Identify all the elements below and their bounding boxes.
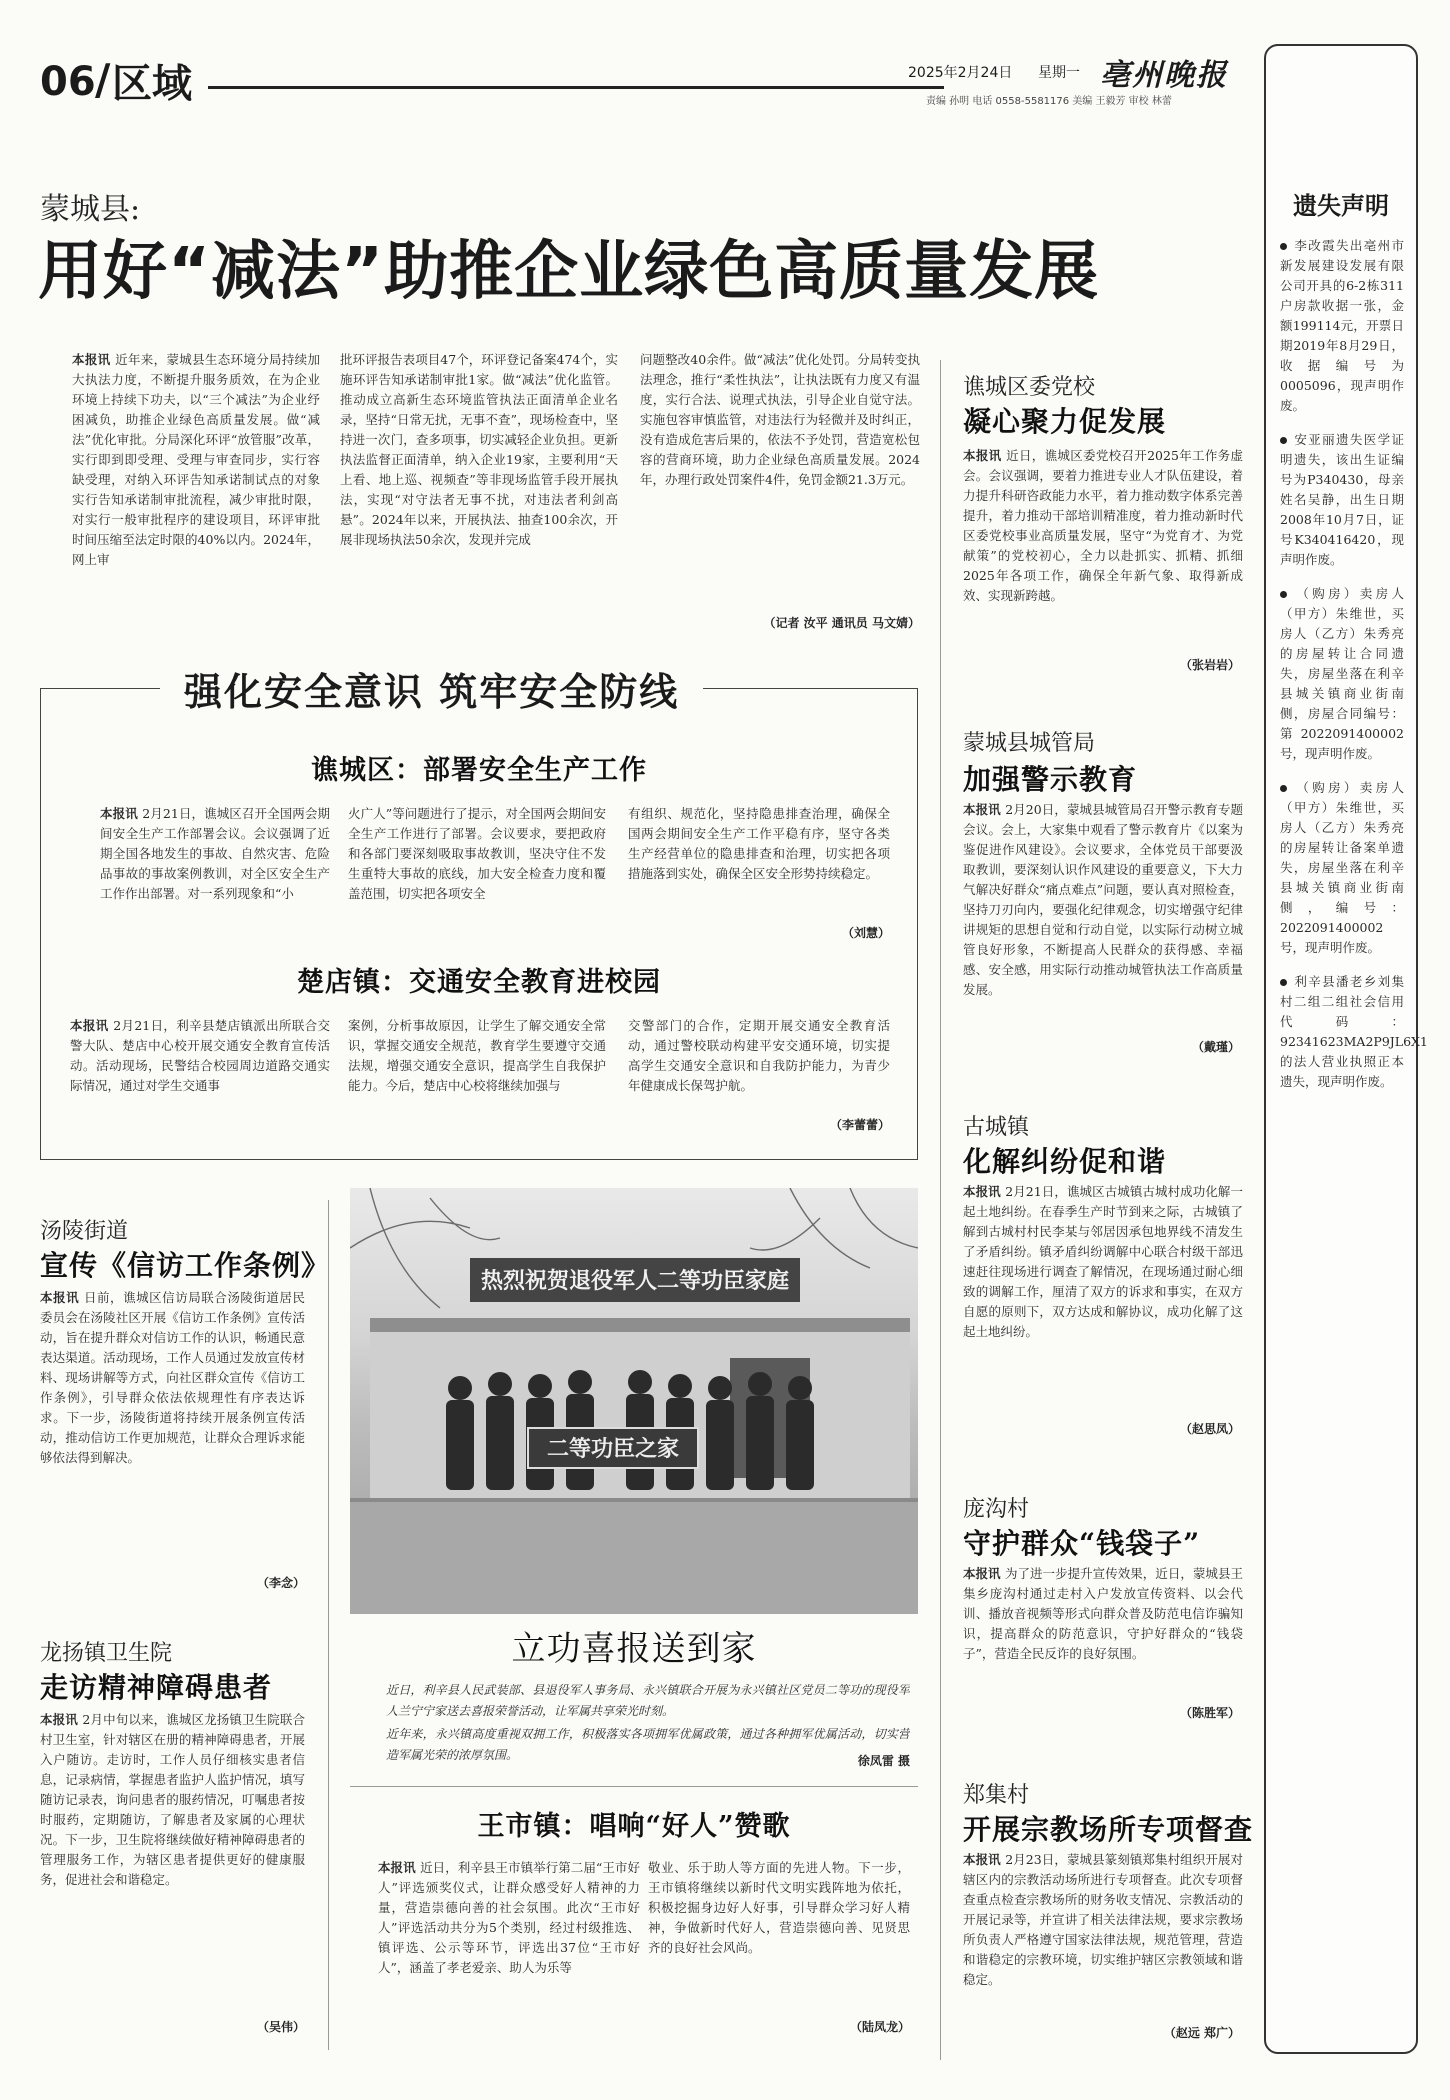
section-name: 区域 bbox=[112, 61, 192, 107]
a4-kicker: 庞沟村 bbox=[963, 1497, 1030, 1522]
page-header bbox=[38, 56, 1238, 112]
photo-credit: 徐凤雷 摄 bbox=[857, 1754, 910, 1768]
lead-col-3: 问题整改40余件。做“减法”优化处罚。分局转变执法理念，推行“柔性执法”，让执法既有力度又有温度，实行合法、说理式执法，引导企业自觉守法。实施包容审慎监管，对违法行为轻微并及时纠正，没有造成危害后果的，依法不予处罚，营造宽松包容的营商环境，助力企业绿色高质量发展。2024年，办理行政处罚案件4件，免罚金额21.3万元。 bbox=[640, 352, 920, 487]
a5-text: 本报讯 2月23日，蒙城县篆刻镇郑集村组织开展对辖区内的宗教活动场所进行专项督查。此次专项督查重点检查宗教场所的财务收支情况、宗教活动的开展记录等，并宣讲了相关法律法规，要求宗教场所负责人严格遵守国家法律法规，规范管理，营造和谐稳定的宗教环境，切实维护辖区宗教领域和谐稳定。 bbox=[963, 1852, 1243, 1987]
b1-kicker: 汤陵街道 bbox=[40, 1219, 129, 1244]
a4-text: 本报讯 为了进一步提升宣传效果，近日，蒙城县王集乡庞沟村通过走村入户发放宣传资料、以会代训、播放音视频等形式向群众普及防范电信诈骗知识，提高群众的防范意识，守护好群众的“钱袋子”，营造全民反诈的良好氛围。 bbox=[963, 1566, 1243, 1661]
a3-kicker: 古城镇 bbox=[963, 1115, 1030, 1140]
a3-headline: 化解纠纷促和谐 bbox=[963, 1145, 1167, 1178]
b2-kicker: 龙扬镇卫生院 bbox=[40, 1641, 173, 1666]
b2-headline: 走访精神障碍患者 bbox=[40, 1671, 273, 1704]
paper-name: 亳州晚报 bbox=[1100, 58, 1228, 93]
left-column-divider bbox=[328, 1200, 329, 2050]
notice-item: （购房）卖房人（甲方）朱维世，买房人（乙方）朱秀亮的房屋转让合同遗失，房屋坐落在利辛县城关镇商业街南侧，房屋合同编号：第2022091400002号，现声明作废。 bbox=[1280, 586, 1404, 761]
header-slash: / bbox=[95, 55, 111, 104]
lead-byline: （记者 汝平 通讯员 马文婧） bbox=[763, 616, 920, 630]
safety-sub1-col1: 本报讯 2月21日，谯城区召开全国两会期间安全生产工作部署会议。会议强调了近期全国各地发生的事故、自然灾害、危险品事故的事故案例教训，对全区安全生产工作作出部署。对一系列现象和“小 bbox=[100, 806, 330, 901]
notice-item: 安亚丽遗失医学证明遗失，该出生证编号为P340430，母亲姓名吴静，出生日期2008年10月7日，证号K340416420，现声明作废。 bbox=[1280, 432, 1404, 567]
a2-headline: 加强警示教育 bbox=[963, 763, 1138, 796]
lead-col-2: 批环评报告表项目47个，环评登记备案474个，实施环评告知承诺制审批1家。做“减法”优化监管。推动成立高新生态环境监管执法正面清单企业名录，坚持“日常无扰，无事不查”，现场检查中，坚持进一次门，查多项事，切实减轻企业负担。更新执法监督正面清单，纳入企业19家，主要利用“天上看、地上巡、视频查”等非现场监管手段开展执法，实现“对守法者无事不扰，对违法者利剑高悬”。2024年以来，开展执法、抽查100余次，开展非现场执法50余次，发现并完成 bbox=[340, 352, 618, 547]
safety-box-title: 强化安全意识 筑牢安全防线 bbox=[160, 668, 703, 716]
a1-text: 本报讯 近日，谯城区委党校召开2025年工作务虚会。会议强调，要着力推进专业人才队伍建设，着力提升科研咨政能力水平，着力推动数字体系完善提升，着力推动干部培训精准度，着力推动新时代区委党校事业高质量发展，坚守“为党育才、为党献策”的党校初心，全力以赴抓实、抓精、抓细2025年各项工作，确保全年新气象、取得新成效、实现新跨越。 bbox=[963, 448, 1243, 603]
a5-byline: （赵远 郑广） bbox=[1163, 2026, 1240, 2040]
a3-text: 本报讯 2月21日，谯城区古城镇古城村成功化解一起土地纠纷。在春季生产时节到来之际，古城镇了解到古城村村民李某与邻居因承包地界线不清发生了矛盾纠纷。镇矛盾纠纷调解中心联合村级干部迅速赶往现场进行调查了解情况，在现场通过耐心细致的调解工作，厘清了双方的诉求和事实，在双方自愿的原则下，双方达成和解协议，成功化解了这起土地纠纷。 bbox=[963, 1184, 1243, 1339]
b1-text: 本报讯 日前，谯城区信访局联合汤陵街道居民委员会在汤陵社区开展《信访工作条例》宣传活动，旨在提升群众对信访工作的认识，畅通民意表达渠道。活动现场，工作人员通过发放宣传材料、现场讲解等方式，向社区群众宣传《信访工作条例》，引导群众依法依规理性有序表达诉求。下一步，汤陵街道将持续开展条例宣传活动，推动信访工作更加规范，让群众合理诉求能够依法得到解决。 bbox=[40, 1290, 305, 1465]
safety-sub2-col2: 案例，分析事故原因，让学生了解交通安全常识，掌握交通安全规范，教育学生要遵守交通法规，增强交通安全意识，提高学生自我保护能力。今后，楚店中心校将继续加强与 bbox=[348, 1018, 606, 1093]
safety-sub2-col1: 本报讯 2月21日，利辛县楚店镇派出所联合交警大队、楚店中心校开展交通安全教育宣传活动。活动现场，民警结合校园周边道路交通实际情况，通过对学生交通事 bbox=[70, 1018, 330, 1093]
safety-sub2-headline: 楚店镇：交通安全教育进校园 bbox=[297, 967, 661, 998]
safety-sub2-byline: （李蕾蕾） bbox=[829, 1118, 890, 1132]
a1-kicker: 谯城区委党校 bbox=[963, 375, 1096, 400]
b1-byline: （李念） bbox=[256, 1576, 305, 1590]
notice-list bbox=[1280, 236, 1428, 1106]
bullet-icon bbox=[1280, 591, 1287, 598]
wangshi-col2: 敬业、乐于助人等方面的先进人物。下一步，王市镇将继续以新时代文明实践阵地为依托，积极挖掘身边好人好事，引导群众学习好人精神，争做新时代好人，营造崇德向善、见贤思齐的良好社会风尚。 bbox=[648, 1860, 910, 1955]
a4-headline: 守护群众“钱袋子” bbox=[963, 1527, 1201, 1560]
safety-sub1-col3: 有组织、规范化，坚持隐患排查治理，确保全国两会期间安全生产工作平稳有序，坚守各类生产经营单位的隐患排查和治理，切实把各项措施落到实处，确保全区安全形势持续稳定。 bbox=[628, 806, 890, 881]
wangshi-top-rule bbox=[350, 1786, 918, 1787]
a5-headline: 开展宗教场所专项督查 bbox=[963, 1813, 1254, 1846]
b2-text: 本报讯 2月中旬以来，谯城区龙扬镇卫生院联合村卫生室，针对辖区在册的精神障碍患者，开展入户随访。走访时，工作人员仔细核实患者信息，记录病情，掌握患者监护人监护情况，填写随访记录表，询问患者的服药情况，叮嘱患者按时服药，定期随访，了解患者及家属的心理状况。下一步，卫生院将继续做好精神障碍患者的管理服务工作，为辖区患者提供更好的健康服务，促进社会和谐稳定。 bbox=[40, 1712, 305, 1887]
bullet-icon bbox=[1280, 979, 1287, 986]
column-divider bbox=[940, 360, 941, 2060]
safety-sub2-col3: 交警部门的合作，定期开展交通安全教育活动，通过警校联动构建平安交通环境，切实提高学生交通安全意识和自我防护能力，为青少年健康成长保驾护航。 bbox=[628, 1018, 890, 1093]
photo-caption-1: 近日，利辛县人民武装部、县退役军人事务局、永兴镇联合开展为永兴镇社区党员二等功的现役军人兰宁宁家送去喜报荣誉活动，让军属共享荣光时刻。 bbox=[386, 1683, 910, 1718]
notice-item: （购房）卖房人（甲方）朱维世，买房人（乙方）朱秀亮的房屋转让备案单遗失，房屋坐落在利辛县城关镇商业街南侧，编号：2022091400002号，现声明作废。 bbox=[1280, 780, 1404, 955]
a5-kicker: 郑集村 bbox=[963, 1783, 1030, 1808]
notice-panel bbox=[1264, 44, 1428, 2054]
bullet-icon bbox=[1280, 243, 1287, 250]
a2-byline: （戴瑾） bbox=[1191, 1040, 1240, 1054]
header-credits: 责编 孙明 电话 0558-5581176 美编 王毅芳 审校 林蕾 bbox=[926, 96, 1172, 107]
wangshi-col1: 本报讯 近日，利辛县王市镇举行第二届“王市好人”评选颁奖仪式，让群众感受好人精神的力量，营造崇德向善的社会氛围。此次“王市好人”评选活动共分为5个类别，经过村级推选、镇评选、公示等环节，评选出37位“王市好人”，涵盖了孝老爱亲、助人为乐等 bbox=[378, 1860, 640, 1975]
photo-caption-2: 近年来，永兴镇高度重视双拥工作，积极落实各项拥军优属政策，通过各种拥军优属活动，切实营造军属光荣的浓厚氛围。 bbox=[386, 1727, 910, 1762]
notice-title: 遗失声明 bbox=[1293, 191, 1389, 220]
photo-title: 立功喜报送到家 bbox=[511, 1629, 757, 1669]
a2-text: 本报讯 2月20日，蒙城县城管局召开警示教育专题会议。会上，大家集中观看了警示教育片《以案为鉴促进作风建设》。会议要求，全体党员干部要汲取教训，要深刻认识作风建设的重要意义，下大力气解决好群众“痛点难点”问题，要认真对照检查，坚持刀刃向内，要强化纪律观念，切实增强守纪律讲规矩的思想自觉和行动自觉，以实际行动树立城管良好形象，不断提高人民群众的获得感、幸福感、安全感，用实际行动推动城管执法工作高质量发展。 bbox=[963, 802, 1243, 997]
photo-scene bbox=[350, 1188, 918, 1614]
b1-headline: 宣传《信访工作条例》 bbox=[40, 1249, 331, 1282]
banner-text: 热烈祝贺退役军人二等功臣家庭 bbox=[480, 1269, 790, 1294]
b2-byline: （吴伟） bbox=[256, 2020, 305, 2034]
issue-weekday: 星期一 bbox=[1038, 65, 1080, 81]
wangshi-byline: （陆凤龙） bbox=[849, 2020, 910, 2034]
a1-byline: （张岩岩） bbox=[1179, 658, 1240, 672]
bullet-icon bbox=[1280, 437, 1287, 444]
a1-headline: 凝心聚力促发展 bbox=[963, 405, 1167, 438]
notice-item: 利辛县潘老乡刘集村二组二组社会信用代码：92341623MA2P9JL6X1的法人营业执照正本遗失，现声明作废。 bbox=[1280, 974, 1428, 1089]
ground-icon bbox=[350, 1498, 918, 1614]
safety-sub1-headline: 谯城区：部署安全生产工作 bbox=[311, 755, 647, 786]
a2-kicker: 蒙城县城管局 bbox=[963, 731, 1096, 756]
lead-kicker: 蒙城县: bbox=[40, 192, 141, 227]
lead-col-1: 本报讯 近年来，蒙城县生态环境分局持续加大执法力度，不断提升服务质效，在为企业环境上持续下功夫，以“三个减法”为企业纾困减负，助推企业绿色高质量发展。做“减法”优化审批。分局深化环评“放管服”改革，实行即到即受理、受理与审查同步，实行容缺受理，对纳入环评告知承诺制试点的对象实行告知承诺制审批流程，减少审批时限，对实行一般审批程序的建设项目，环评审批时间压缩至法定时限的40%以内。2024年，网上审 bbox=[72, 352, 320, 567]
a3-byline: （赵思凤） bbox=[1179, 1422, 1240, 1436]
lead-headline: 用好“减法”助推企业绿色高质量发展 bbox=[38, 235, 1100, 309]
page-number: 06 bbox=[40, 59, 96, 105]
notice-item: 李改霞失出亳州市新发展建设发展有限公司开具的6-2栋311户房款收据一张，金额199114元，开票日期2019年8月29日，收据编号为0005096，现声明作废。 bbox=[1280, 238, 1404, 413]
a4-byline: （陈胜军） bbox=[1179, 1706, 1240, 1720]
news-photo bbox=[350, 1188, 918, 1614]
issue-date: 2025年2月24日 bbox=[908, 65, 1013, 81]
wangshi-headline: 王市镇：唱响“好人”赞歌 bbox=[477, 1811, 791, 1842]
header-rule bbox=[208, 86, 944, 89]
safety-sub1-col2: 火广人”等问题进行了提示，对全国两会期间安全生产工作进行了部署。会议要求，要把政府和各部门要深刻吸取事故教训，坚决守住不发生重特大事故的底线，加大安全检查力度和覆盖范围，切实把各项安全 bbox=[348, 806, 606, 901]
bullet-icon bbox=[1280, 785, 1287, 792]
safety-sub1-byline: （刘慧） bbox=[841, 926, 890, 940]
plaque-text: 二等功臣之家 bbox=[546, 1436, 680, 1462]
